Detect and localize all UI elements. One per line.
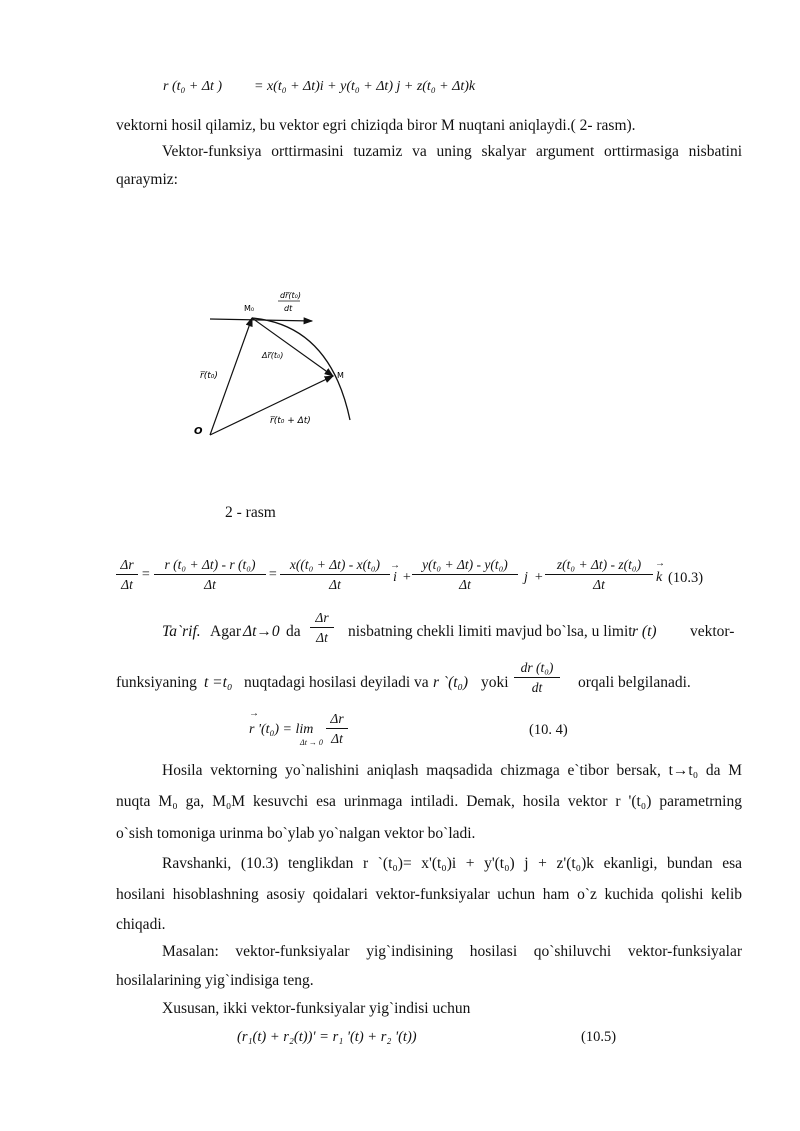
tarif2-rprime: r `(t₀) [433, 674, 469, 691]
paragraph-3-line-2: nuqta M₀ ga, M₀M kesuvchi esa urinmaga intiladi. Demak, hosila vektor r '(t₀) parametrning [116, 793, 742, 810]
eq103-f4-den: Δt [459, 577, 471, 592]
eq103-f4-num: y(t₀ + Δt) - y(t₀) [422, 557, 508, 572]
label-m: M [337, 371, 344, 380]
eq103-frac-5 [545, 557, 653, 593]
label-o: O [194, 426, 203, 437]
eq103-unit-j: j [524, 570, 528, 585]
eq103-frac-3 [280, 557, 390, 593]
vector-delta-r [252, 318, 333, 376]
paragraph-4-line-1: Ravshanki, (10.3) tenglikdan r `(t₀)= x'(t₀)i + y'(t₀) j + z'(t₀)k ekanligi, bundan esa [162, 855, 742, 872]
eq103-frac-4 [412, 557, 518, 593]
label-r0: r̅(t₀) [200, 371, 218, 381]
eq103-frac-1 [116, 557, 138, 593]
tarif-fraction [310, 610, 334, 646]
tarif-condition: Δt→0 [243, 623, 280, 640]
tarif-text-4: vektor- [690, 623, 735, 640]
tarif-r-t: r (t) [632, 623, 657, 640]
tarif2-fraction [514, 660, 560, 696]
eq104-limit-sub: Δt → 0 [300, 738, 323, 747]
tarif2-text-4: orqali belgilanadi. [578, 674, 691, 691]
paragraph-3-line-3: o`sish tomoniga urinma bo`ylab yo`nalgan vektor bo`ladi. [116, 825, 476, 842]
eq-top-lhs: r (t₀ + Δt ) [163, 79, 223, 94]
tarif-text-2: da [286, 623, 301, 640]
paragraph-4-line-3: chiqadi. [116, 916, 166, 933]
tarif2-condition: t =t₀ [204, 674, 233, 691]
tarif2-text-1: funksiyaning [116, 674, 197, 691]
paragraph-5-line-1: Masalan: vektor-funksiyalar yig`indisining hosilasi qo`shiluvchi vektor-funksiyalar [162, 943, 742, 960]
tarif2-text-3: yoki [481, 674, 509, 691]
paragraph-6: Xususan, ikki vektor-funksiyalar yig`indisi uchun [162, 1000, 471, 1017]
label-r-dt: r̅(t₀ + Δt) [270, 416, 311, 426]
eq104-frac-num: Δr [330, 711, 344, 726]
eq104-lhs: r '(t₀) = lim [249, 722, 314, 737]
tarif-frac-num: Δr [315, 610, 329, 625]
paragraph-1: vektorni hosil qilamiz, bu vektor egri chiziqda biror M nuqtani aniqlaydi.( 2- rasm). [116, 117, 636, 134]
eq104-fraction [326, 711, 348, 747]
figure-caption: 2 - rasm [225, 504, 276, 521]
label-m0: M₀ [244, 304, 255, 313]
eq-top-rhs: = x(t₀ + Δt)i + y(t₀ + Δt) j + z(t₀ + Δt)k [254, 79, 476, 94]
eq105-formula: (r₁(t) + r₂(t))' = r₁ '(t) + r₂ '(t)) [237, 1029, 417, 1045]
eq103-f5-den: Δt [593, 577, 605, 592]
tarif-text-3: nisbatning chekli limiti mavjud bo`lsa, u limit [348, 623, 633, 640]
paragraph-5-line-2: hosilalarining yig`indisiga teng. [116, 972, 314, 989]
eq103-frac-2 [154, 557, 266, 593]
tarif-text-1: Agar [210, 623, 241, 640]
tarif-frac-den: Δt [316, 630, 328, 645]
tarif2-text-2: nuqtadagi hosilasi deyiladi va [244, 674, 429, 691]
eq103-number: (10.3) [668, 570, 704, 586]
paragraph-2-line-1: Vektor-funksiya orttirmasini tuzamiz va uning skalyar argument orttirmasiga nisbatini [162, 143, 742, 160]
label-tangent-den: dt [284, 304, 293, 313]
eq105-number: (10.5) [581, 1029, 617, 1045]
label-tangent-num: dr̅(t₀) [280, 291, 301, 300]
tarif2-frac-num: dr (t₀) [520, 660, 554, 675]
eq103-unit-k: k [656, 570, 663, 585]
paragraph-3-line-1: Hosila vektorning yo`nalishini aniqlash maqsadida chizmaga e`tibor bersak, t→t₀ da M [162, 762, 742, 779]
tarif-label: Ta`rif. [162, 623, 201, 640]
curve [252, 318, 350, 420]
eq103-f2-den: Δt [204, 577, 216, 592]
eq103-f1-den: Δt [121, 577, 133, 592]
eq103-f3-num: x((t₀ + Δt) - x(t₀) [289, 557, 381, 572]
eq103-f2-num: r (t₀ + Δt) - r (t₀) [164, 557, 256, 572]
eq103-f1-num: Δr [120, 557, 134, 572]
label-delta-r: Δr̅(t₀) [262, 351, 284, 360]
eq104-number: (10. 4) [529, 722, 568, 738]
eq103-unit-i: i [393, 570, 397, 585]
paragraph-4-line-2: hosilani hisoblashning asosiy qoidalari vektor-funksiyalar uchun ham o`z kuchida qolishi kelib [116, 886, 742, 903]
figure-vector-diagram [180, 280, 380, 440]
paragraph-2-line-2: qaraymiz: [116, 171, 178, 188]
tarif2-frac-den: dt [531, 680, 543, 695]
eq103-f5-num: z(t₀ + Δt) - z(t₀) [556, 557, 642, 572]
eq103-f3-den: Δt [329, 577, 341, 592]
eq104-frac-den: Δt [331, 731, 343, 746]
